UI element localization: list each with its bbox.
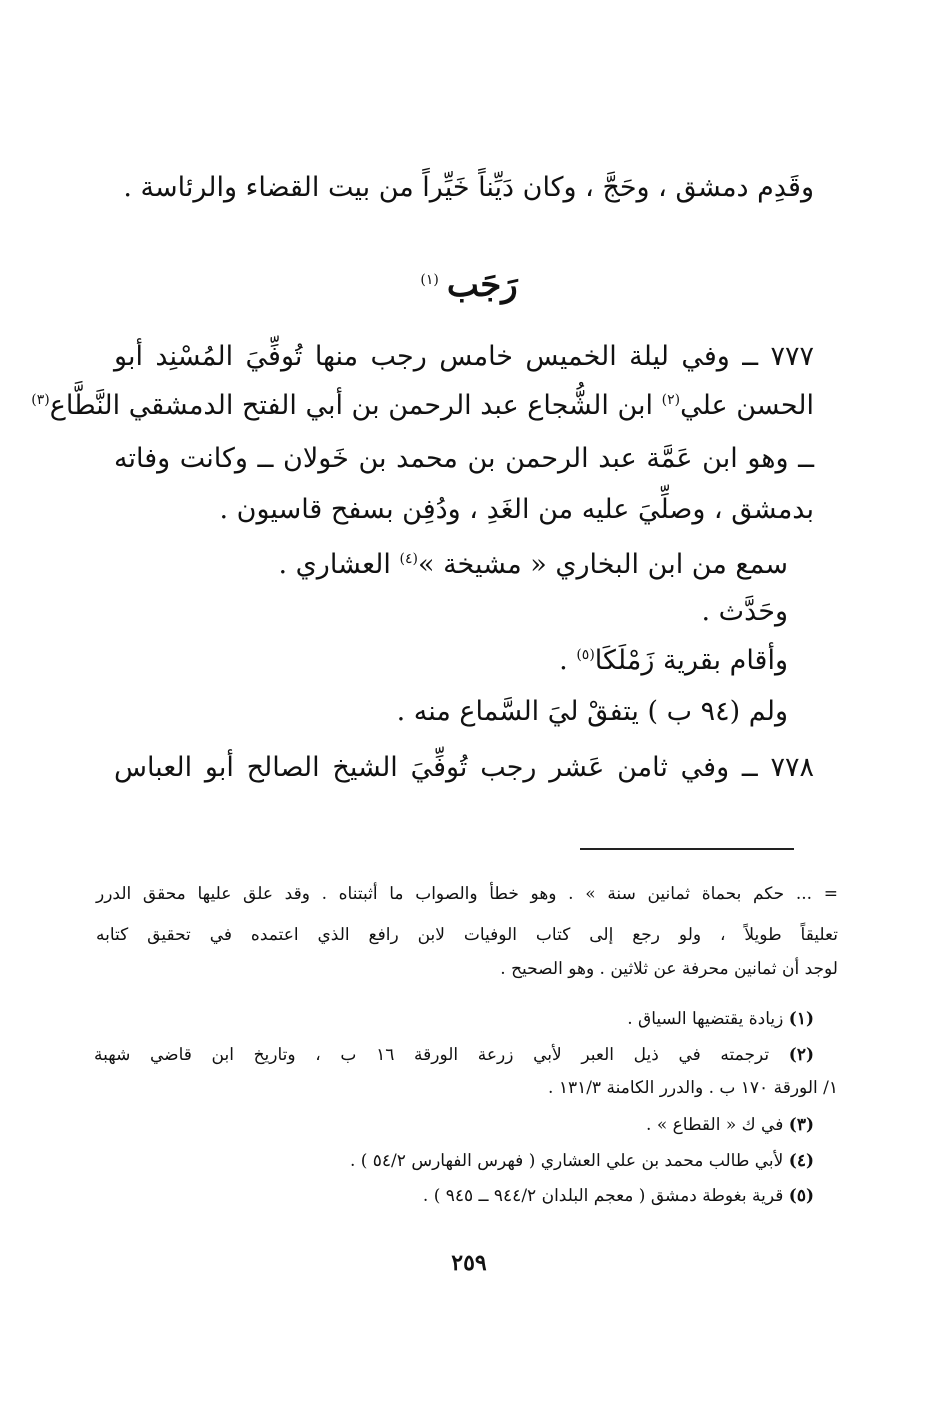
section-heading (0, 265, 938, 305)
footnote-number: (١) (788, 1009, 814, 1029)
entry-777-line (118, 645, 788, 677)
entry-777-line (118, 549, 788, 581)
entry-777-line: بدمشق ، وصلِّيَ عليه من الغَدِ ، ودُفِن بسفح قاسيون . (219, 494, 814, 525)
footnote-continuation-line: = ... حكم بحماة ثمانين سنة » . وهو خطأ والصواب ما أثبتناه . وقد علق عليها محقق الدرر (96, 884, 838, 904)
footnote-number: (٥) (788, 1186, 814, 1206)
footnote-5 (94, 1186, 814, 1206)
footnote-1 (94, 1009, 814, 1029)
text-line: وقَدِم دمشق ، وحَجَّ ، وكان دَيِّناً خَيِّراً من بيت القضاء والرئاسة . (123, 172, 814, 203)
text-span: ابن الشُّجاع عبد الرحمن بن أبي الفتح الدمشقي النَّطَّاع (49, 390, 662, 421)
heading-text: رَجَب (446, 265, 518, 305)
footnote-ref: (٤) (399, 551, 418, 567)
footnote-separator (580, 848, 794, 850)
footnote-number: (٢) (788, 1045, 814, 1065)
footnote-number: (٣) (788, 1115, 814, 1135)
entry-777-line: ٧٧٧ ــ وفي ليلة الخميس خامس رجب منها تُوفِّيَ المُسْنِد أبو (114, 341, 814, 372)
footnote-text: في ك « القطاع » . (646, 1115, 789, 1135)
footnote-3 (94, 1115, 814, 1135)
footnote-ref: (٥) (576, 647, 595, 663)
text-span: . (559, 645, 577, 676)
footnote-4 (94, 1151, 814, 1171)
footnote-continuation-line: لوجد أن ثمانين محرفة عن ثلاثين . وهو الصحيح . (500, 959, 838, 979)
text-span: الحسن علي (680, 390, 814, 421)
text-span: وأقام بقرية زَمْلَكَا (594, 645, 788, 676)
footnote-number: (٤) (788, 1151, 814, 1171)
footnote-text: ترجمته في ذيل العبر لأبي زرعة الورقة ١٦ ب ، وتاريخ ابن قاضي شهبة (94, 1045, 789, 1065)
footnote-text: قرية بغوطة دمشق ( معجم البلدان ٩٤٤/٢ ــ ٩٤٥ ) . (422, 1186, 789, 1206)
text-span: العشاري . (278, 549, 400, 580)
entry-777-line: وحَدَّث . (701, 596, 788, 627)
entry-777-line: ــ وهو ابن عَمَّة عبد الرحمن بن محمد بن خَولان ــ وكانت وفاته (114, 443, 814, 474)
footnote-ref: (١) (420, 271, 439, 288)
footnote-ref: (٣) (31, 392, 50, 408)
footnote-2 (94, 1045, 814, 1065)
entry-777-line (31, 390, 814, 422)
page-number: ٢٥٩ (451, 1250, 487, 1276)
entry-778-line: ٧٧٨ ــ وفي ثامن عَشر رجب تُوفِّيَ الشيخ الصالح أبو العباس (114, 752, 814, 783)
footnote-text: لأبي طالب محمد بن علي العشاري ( فهرس الفهارس ٥٤/٢ ) . (349, 1151, 789, 1171)
entry-777-line: ولم (٩٤ ب ) يتفقْ ليَ السَّماع منه . (396, 696, 788, 727)
footnote-2-continuation: ١/ الورقة ١٧٠ ب . والدرر الكامنة ١٣١/٣ . (548, 1078, 838, 1098)
footnote-continuation-line: تعليقاً طويلاً ، ولو رجع إلى كتاب الوفيات لابن رافع الذي اعتمده في تحقيق كتابه (96, 925, 838, 945)
text-span: سمع من ابن البخاري « مشيخة » (417, 549, 788, 580)
footnote-text: زيادة يقتضيها السياق . (627, 1009, 789, 1029)
footnote-ref: (٢) (661, 392, 681, 408)
